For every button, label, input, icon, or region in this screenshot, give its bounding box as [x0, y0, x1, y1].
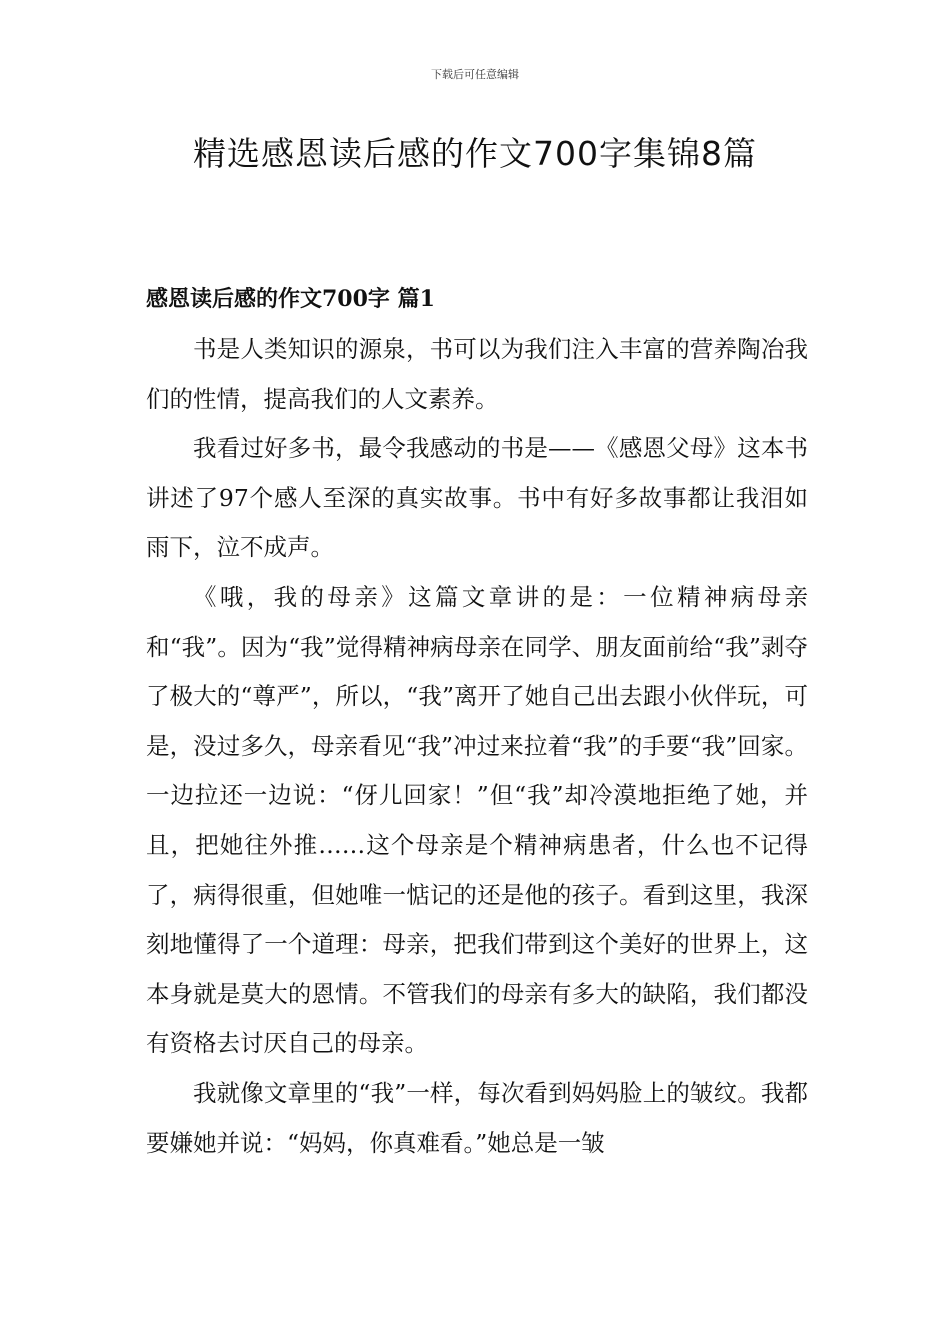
paragraph: 《哦，我的母亲》这篇文章讲的是：一位精神病母亲和“我”。因为“我”觉得精神病母亲在同学、朋友面前给“我”剥夺了极大的“尊严”，所以，“我”离开了她自己出去跟小伙伴玩，可是，没过多久，母亲看见“我”冲过来拉着“我”的手要“我”回家。一边拉还一边说：“伢儿回家！”但“我”却冷漠地拒绝了她，并且，把她往外推……这个母亲是个精神病患者，什么也不记得了，病得很重，但她唯一惦记的还是他的孩子。看到这里，我深刻地懂得了一个道理：母亲，把我们带到这个美好的世界上，这本身就是莫大的恩情。不管我们的母亲有多大的缺陷，我们都没有资格去讨厌自己的母亲。: [146, 582, 808, 1058]
paragraph: 我看过好多书，最令我感动的书是——《感恩父母》这本书讲述了97个感人至深的真实故事。书中有好多故事都让我泪如雨下，泣不成声。: [146, 434, 808, 562]
paragraph: 我就像文章里的“我”一样，每次看到妈妈脸上的皱纹。我都要嫌她并说：“妈妈，你真难看。”她总是一皱: [146, 1078, 808, 1157]
section-heading: 感恩读后感的作文700字 篇1: [146, 286, 435, 312]
header-note: 下载后可任意编辑: [431, 68, 519, 81]
document-title: 精选感恩读后感的作文700字集锦8篇: [193, 134, 757, 173]
document-body: [146, 325, 808, 1168]
paragraph: 书是人类知识的源泉，书可以为我们注入丰富的营养陶冶我们的性情，提高我们的人文素养。: [146, 335, 808, 413]
